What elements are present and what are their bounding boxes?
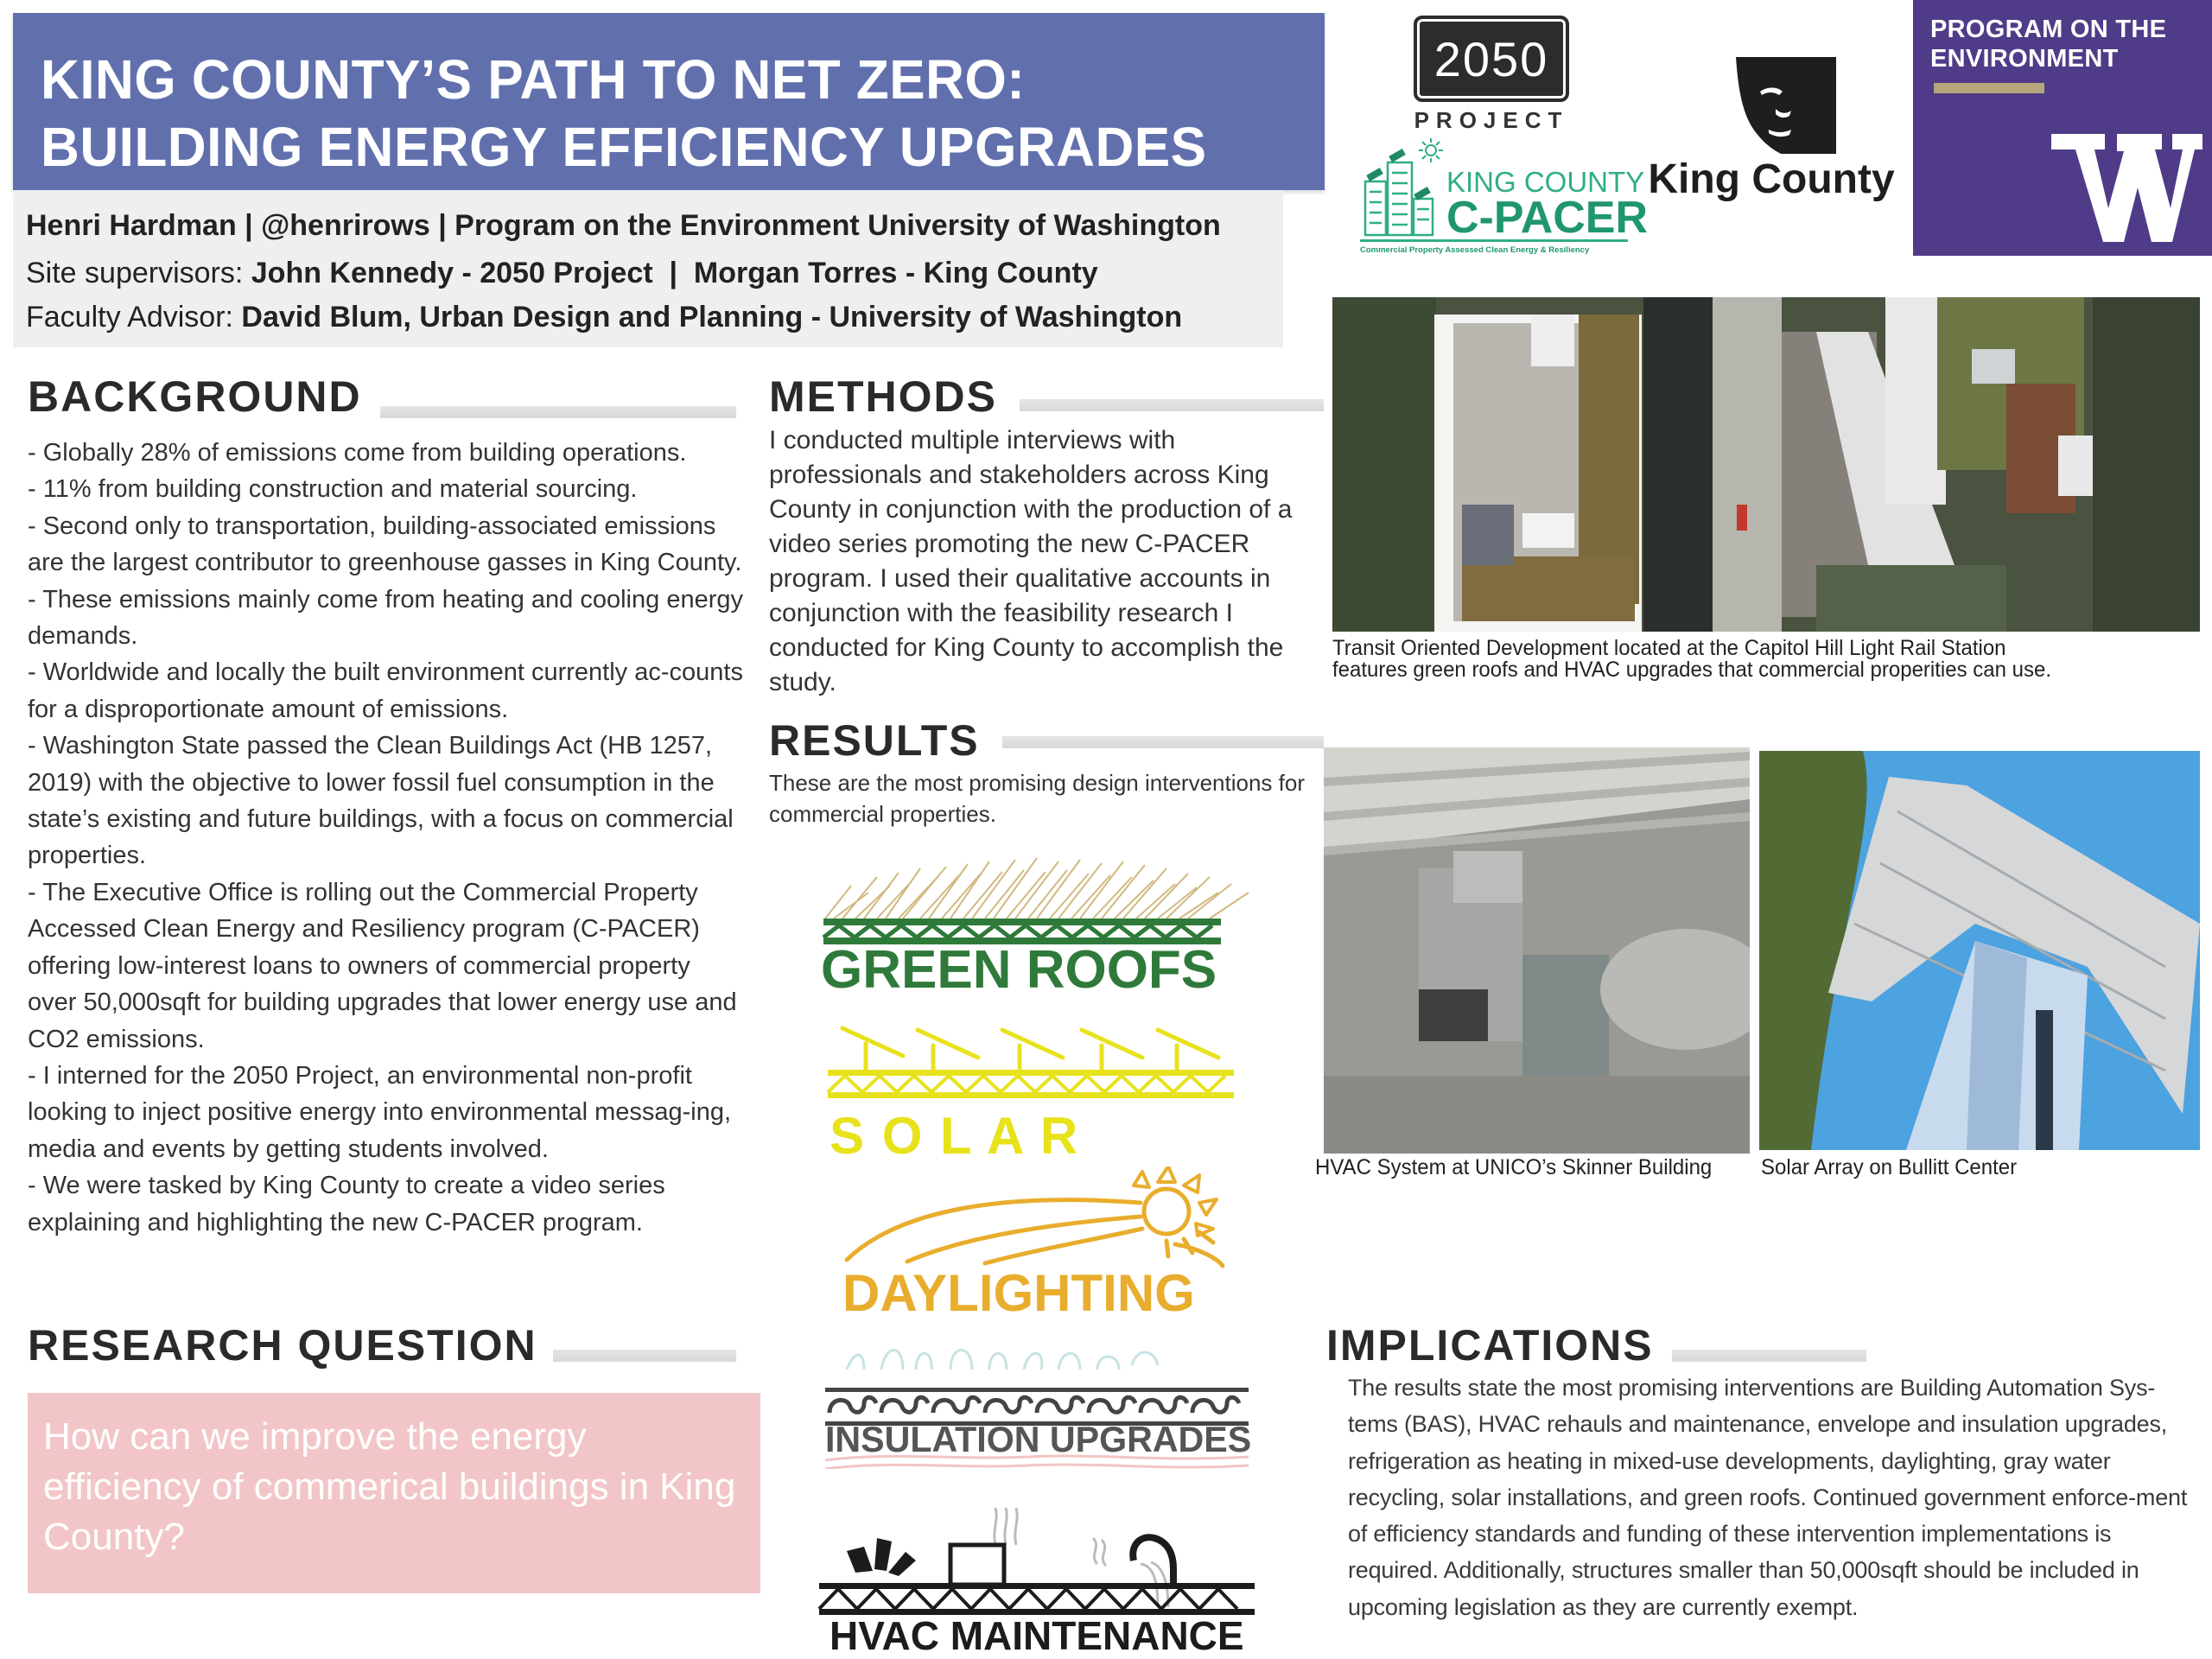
research-question-heading: RESEARCH QUESTION xyxy=(28,1321,537,1370)
aerial-photo-caption-line-2: features green roofs and HVAC upgrades that commercial properities can use. xyxy=(1332,658,2051,682)
supervisors-names: John Kennedy - 2050 Project | Morgan Torres - King County xyxy=(251,257,1098,289)
results-heading: RESULTS xyxy=(769,716,980,765)
background-point: - Second only to transportation, building-associated emissions are the largest contributor to greenhouse gasses in King County. xyxy=(28,512,742,577)
cpacer-tagline: Commercial Property Assessed Clean Energy & Resiliency xyxy=(1360,239,1628,255)
solar-panel-icon xyxy=(821,1020,1253,1106)
logo-cpacer xyxy=(1360,138,1649,259)
supervisors-line xyxy=(26,257,1098,290)
sun-icon xyxy=(830,1166,1244,1270)
king-county-mlk-icon xyxy=(1715,57,1836,154)
title-banner xyxy=(13,13,1325,190)
supervisors-label: Site supervisors: xyxy=(26,257,251,289)
implications-heading: IMPLICATIONS xyxy=(1326,1321,1654,1370)
hvac-system-photo xyxy=(1324,747,1750,1154)
implications-text: The results state the most promising interventions are Building Automation Sys-tems (BAS), HVAC rehauls and maintenance, envelope and insulation upgrades, refrigeration as heating in mixed-use developments, daylighting, gray water recycling, solar installations, and green roofs. Continued government enforce-ment of efficiency standards and funding of these intervention implementations is required. Additionally, structures smaller than 50,000sqft should be included in upcoming legislation as they are currently exempt. xyxy=(1348,1375,2188,1620)
implications-heading-bar xyxy=(1672,1350,1866,1362)
background-point: - Washington State passed the Clean Buildings Act (HB 1257, 2019) with the objective to lower fossil fuel consumption in the state’s existing and future buildings, with a focus on commercial properties. xyxy=(28,732,734,870)
intervention-insulation xyxy=(821,1331,1253,1469)
poster-title-line-1: KING COUNTY’S PATH TO NET ZERO: xyxy=(41,48,1026,111)
methods-heading: METHODS xyxy=(769,372,997,421)
advisor-name: David Blum, Urban Design and Planning - University of Washington xyxy=(241,301,1183,334)
background-text xyxy=(28,435,745,1241)
background-point: - The Executive Office is rolling out the Commercial Property Accessed Clean Energy and Resiliency program (C-PACER) offering low-interest loans to owners of commercial property over 50,000sqft for building upgrades that lower energy use and CO2 emissions. xyxy=(28,878,737,1053)
cpacer-name-text: C-PACER xyxy=(1446,193,1649,243)
author-line: Henri Hardman | @henrirows | Program on the Environment University of Washington xyxy=(26,209,1221,242)
hvac-icon xyxy=(812,1503,1262,1620)
background-heading-bar xyxy=(380,406,736,418)
king-county-name: King County xyxy=(1648,156,1895,202)
logo-2050-number: 2050 xyxy=(1433,32,1549,86)
uw-gold-bar xyxy=(1934,83,2044,93)
uw-program-line-1: PROGRAM ON THE xyxy=(1930,16,2167,43)
solar-array-photo xyxy=(1759,751,2200,1150)
cpacer-buildings-icon xyxy=(1360,138,1446,238)
background-heading: BACKGROUND xyxy=(28,372,362,421)
hvac-photo-caption: HVAC System at UNICO’s Skinner Building xyxy=(1315,1155,1713,1179)
solar-photo-caption: Solar Array on Bullitt Center xyxy=(1761,1155,2018,1179)
results-heading-bar xyxy=(1002,736,1324,748)
hvac-photo-illustration xyxy=(1324,747,1750,1154)
background-point: - Globally 28% of emissions come from building operations. xyxy=(28,439,687,467)
intervention-label: INSULATION UPGRADES xyxy=(825,1419,1252,1459)
logo-2050-project xyxy=(1414,16,1569,102)
background-point: - We were tasked by King County to create a video series explaining and highlighting the new C-PACER program. xyxy=(28,1172,665,1236)
results-subtitle: These are the most promising design interventions for commercial properties. xyxy=(769,770,1305,827)
uw-w-logo-icon xyxy=(2051,134,2202,242)
background-point: - I interned for the 2050 Project, an environmental non-profit looking to inject positive energy into environmental messag-ing, media and events by getting students involved. xyxy=(28,1061,732,1163)
methods-heading-bar xyxy=(1020,399,1324,411)
aerial-photo-caption-line-1: Transit Oriented Development located at the Capitol Hill Light Rail Station xyxy=(1332,636,2006,660)
research-question-text: How can we improve the energy efficiency of commerical buildings in King County? xyxy=(43,1415,736,1558)
cpacer-king-county-text: KING COUNTY xyxy=(1446,166,1645,198)
logo-uw-program-environment xyxy=(1913,0,2212,256)
background-point: - Worldwide and locally the built environment currently ac-counts for a disproportionate amount of emissions. xyxy=(28,658,743,723)
intervention-label: DAYLIGHTING xyxy=(842,1264,1195,1322)
aerial-photo-transit-development xyxy=(1332,297,2200,632)
research-question-box xyxy=(28,1393,760,1593)
uw-program-line-2: ENVIRONMENT xyxy=(1930,45,2119,73)
intervention-label: HVAC MAINTENANCE xyxy=(830,1613,1244,1658)
advisor-label: Faculty Advisor: xyxy=(26,301,242,334)
intervention-solar xyxy=(821,1020,1253,1165)
aerial-photo-illustration xyxy=(1332,297,2200,632)
intervention-hvac xyxy=(812,1503,1262,1658)
research-question-heading-bar xyxy=(553,1350,736,1362)
intervention-green-roofs xyxy=(817,851,1257,1000)
intervention-label: S O L A R xyxy=(830,1107,1080,1165)
background-point: - 11% from building construction and material sourcing. xyxy=(28,475,638,504)
intervention-daylighting xyxy=(830,1166,1244,1322)
logo-2050-word: PROJECT xyxy=(1414,107,1569,133)
poster-title-line-2: BUILDING ENERGY EFFICIENCY UPGRADES xyxy=(41,116,1207,178)
author-info-box xyxy=(13,190,1283,347)
advisor-line xyxy=(26,301,1182,334)
background-point: - These emissions mainly come from heating and cooling energy demands. xyxy=(28,585,743,651)
solar-photo-illustration xyxy=(1759,751,2200,1150)
intervention-label: GREEN ROOFS xyxy=(821,940,1217,1000)
methods-text: I conducted multiple interviews with professionals and stakeholders across King County in conjunction with the production of a video series promoting the new C-PACER program. I used their qualitative accounts in conjunction with the feasibility research I conducted for King County to accomplish the study. xyxy=(769,426,1293,696)
logo-king-county xyxy=(1646,54,1897,209)
green-roof-icon xyxy=(817,851,1257,946)
